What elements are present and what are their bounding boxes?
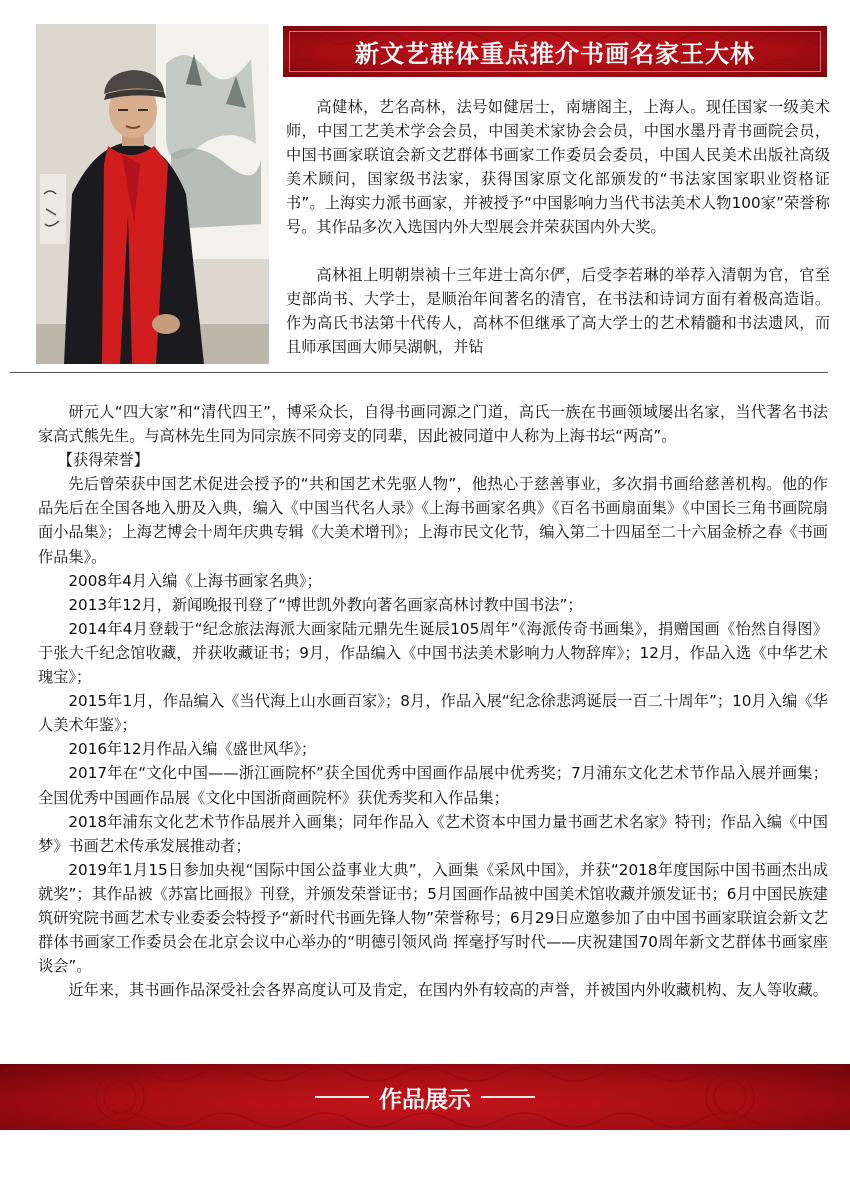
works-showcase-label: 作品展示 (379, 1085, 471, 1113)
awards-heading: 【获得荣誉】 (57, 451, 149, 470)
intro-paragraph-1: 高健林，艺名高林，法号如健居士，南塘阁主，上海人。现任国家一级美术师，中国工艺美术学会会员，中国美术家协会会员，中国水墨丹青书画院会员，中国书画家联谊会新文艺群体书画家工作委员会委员，中国人民美术出版社高级美术顾问，国家级书法家，获得国家原文化部颁发的“书法家国家职业资格证书”。上海实力派书画家，并被授予“中国影响力当代书法美术人物100家”荣誉称号。其作品多次入选国内外大型展会并荣获国内外大奖。 (286, 98, 830, 236)
award-entry-2008: 2008年4月入编《上海书画家名典》； (68, 571, 322, 590)
page-title: 新文艺群体重点推介书画名家王大林 (355, 39, 755, 68)
works-showcase-banner (0, 1064, 850, 1130)
continuation-paragraph: 研元人“四大家”和“清代四王”，博采众长，自得书画同源之门道，高氏一族在书画领域屡出名家，当代著名书法家高式熊先生。与高林先生同为同宗族不同旁支的同辈，因此被同道中人称为上海书坛“两高”。 (38, 403, 828, 446)
award-entry-2016: 2016年12月作品入编《盛世风华》； (68, 740, 317, 759)
section-divider (10, 372, 828, 373)
biography-body (38, 400, 828, 1002)
right-dash (481, 1096, 535, 1098)
award-entry-2017: 2017年在“文化中国——浙江画院杯”获全国优秀中国画作品展中优秀奖；7月浦东文化艺术节作品入展并画集；全国优秀中国画作品展《文化中国浙商画院杯》获优秀奖和入作品集； (38, 764, 828, 807)
artist-portrait-photo (36, 24, 269, 364)
award-entry-2018: 2018年浦东文化艺术节作品展并入画集；同年作品入《艺术资本中国力量书画艺术名家》特刊；作品入编《中国梦》书画艺术传承发展推动者； (38, 812, 828, 855)
closing-paragraph: 近年来，其书画作品深受社会各界高度认可及肯定，在国内外有较高的声誉，并被国内外收藏机构、友人等收藏。 (68, 981, 828, 1000)
award-entry-2015: 2015年1月，作品编入《当代海上山水画百家》；8月，作品入展“纪念徐悲鸿诞辰一百二十周年”；10月入编《华人美术年鉴》； (38, 692, 828, 735)
award-entry-2013: 2013年12月，新闻晚报刊登了“博世凯外教向著名画家高林讨教中国书法”； (68, 595, 583, 614)
intro-paragraph-2: 高林祖上明朝崇祯十三年进士高尔俨，后受李若琳的举荐入清朝为官，官至吏部尚书、大学士，是顺治年间著名的清官，在书法和诗词方面有着极高造诣。作为高氏书法第十代传人，高林不但继承了高大学士的艺术精髓和书法遗风，而且师承国画大师吴湖帆，并钻 (286, 266, 830, 356)
works-showcase-title (0, 1064, 850, 1130)
title-banner (283, 26, 827, 77)
awards-paragraph: 先后曾荣获中国艺术促进会授予的“共和国艺术先驱人物”，他热心于慈善事业，多次捐书画给慈善机构。他的作品先后在全国各地入册及入典，编入《中国当代名人录》《上海书画家名典》《百名书画扇面集》《中国长三角书画院扇面小品集》；上海艺博会十周年庆典专辑《大美术增刊》；上海市民文化节，编入第二十四届至二十六届金桥之春《书画作品集》。 (38, 475, 828, 566)
award-entry-2014: 2014年4月登载于“纪念旅法海派大画家陆元鼎先生诞辰105周年”《海派传奇书画集》，捐赠国画《怡然自得图》于张大千纪念馆收藏，并获收藏证书；9月，作品编入《中国书法美术影响力人物辞库》；12月，作品入选《中华艺术瑰宝》； (38, 619, 828, 687)
award-entry-2019: 2019年1月15日参加央视“国际中国公益事业大典”，入画集《采风中国》，并获“2018年度国际中国书画杰出成就奖”；其作品被《苏富比画报》刊登，并颁发荣誉证书；5月国画作品被中国美术馆收藏并颁发证书；6月中国民族建筑研究院书画艺术专业委委会特授予“新时代书画先锋人物”荣誉称号；6月29日应邀参加了由中国书画家联谊会新文艺群体书画家工作委员会在北京会议中心举办的“明德引领风尚 挥毫抒写时代——庆祝建国70周年新文艺群体书画家座谈会”。 (38, 860, 828, 976)
left-dash (315, 1096, 369, 1098)
